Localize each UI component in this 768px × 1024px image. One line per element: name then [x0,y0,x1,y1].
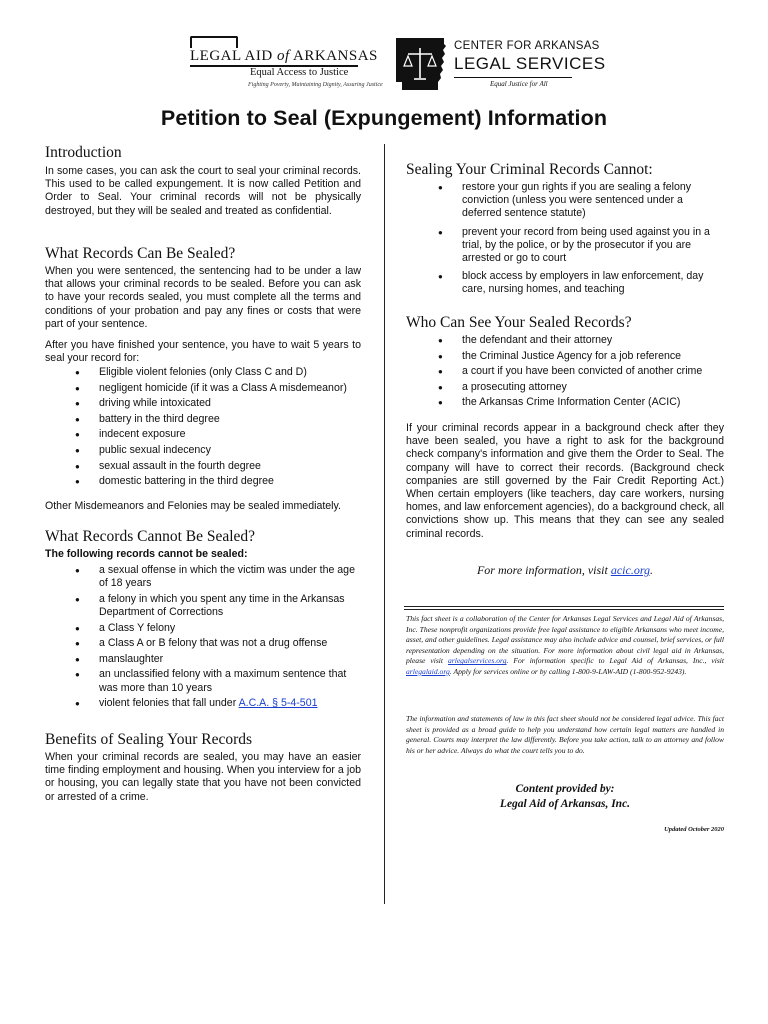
logo-rule [454,77,572,78]
arlegalaid-link[interactable]: arlegalaid.org [406,666,450,676]
cals-logo [394,36,606,96]
arkansas-scales-icon [394,36,448,92]
sealable-after-wait-list [45,366,361,491]
list-item: ● a prosecuting attorney [438,380,567,393]
content-provider-name: Legal Aid of Arkansas, Inc. [499,798,631,810]
list-item: ● the Arkansas Crime Information Center (ACIC) [438,396,681,409]
updated-date: Updated October 2020 [664,826,724,833]
immediate-sealing-text: Other Misdemeanors and Felonies may be sealed immediately. [45,500,341,512]
list-item: ● a Class A or B felony that was not a drug offense [75,637,328,650]
background-check-text: If your criminal records appear in a background check after they have been sealed, you have a right to ask for the background check company's information and give them the Order to Seal. The company will have to correct their records. (Background check companies are still governed by the Fair Credit Reporting Act.) When certain employers (like teachers, day care workers, nursing homes, and law enforcement agencies), do a background check, all convictions show up. This means that they can see any sealed criminal records. [406,422,724,540]
cannot-be-sealed-list [45,564,361,713]
who-can-see-list [406,334,724,412]
list-item: ● prevent your record from being used against you in a trial, by the police, or by the prosecutor if you are arrested or go to court [438,225,710,265]
section-rule [404,609,724,610]
legal-aid-motto: Fighting Poverty, Maintaining Dignity, Assuring Justice [248,82,383,88]
more-info-line: For more information, visit acic.org. [476,563,654,577]
wait-period-text: After you have finished your sentence, you have to wait 5 years to seal your record for: [45,339,361,365]
cannot-be-sealed-heading: What Records Cannot Be Sealed? [45,528,256,545]
arch-icon [190,36,238,48]
page-title: Petition to Seal (Expungement) Information [160,106,608,130]
list-item: ● the Criminal Justice Agency for a job reference [438,349,682,362]
list-item: ● a felony in which you spent any time in the Arkansas Department of Corrections [75,592,345,618]
list-item: ● the defendant and their attorney [438,334,613,346]
benefits-heading: Benefits of Sealing Your Records [45,731,253,748]
benefits-text: When your criminal records are sealed, you may have an easier time finding employment and housing. When you interview for a job or housing, you can legally state that you have not been convicted or arrested of a crime. [45,751,361,803]
sealing-cannot-heading: Sealing Your Criminal Records Cannot: [406,161,653,178]
list-item: ● restore your gun rights if you are sealing a felony conviction (unless you were sentenced under a deferred sentence statute) [438,181,692,220]
aca-statute-link[interactable]: A.C.A. § 5-4-501 [238,697,318,710]
introduction-heading: Introduction [45,144,122,161]
list-item: ● battery in the third degree [75,412,220,425]
legal-aid-tagline: Equal Access to Justice [250,67,349,78]
list-item: ● Eligible violent felonies (only Class C and D) [75,366,307,378]
list-item: ● domestic battering in the third degree [75,475,274,488]
cals-name-line2: LEGAL SERVICES [454,54,606,73]
list-item: ● a court if you have been convicted of another crime [438,365,703,378]
sealing-cannot-list [406,181,724,299]
list-item: ● negligent homicide (if it was a Class A misdemeanor) [75,381,347,394]
list-item: ● indecent exposure [75,428,186,441]
content-provided-label: Content provided by: [515,783,615,795]
list-item: ● block access by employers in law enforcement, day care, nursing homes, and teaching [438,270,704,296]
list-item: ● public sexual indecency [75,443,211,456]
list-item: ● manslaughter [75,652,164,665]
arlegalservices-link[interactable]: arlegalservices.org [447,656,507,666]
legal-aid-name: LEGAL AID of ARKANSAS [190,48,378,64]
list-item: ● violent felonies that fall under A.C.A. § 5-4-501 [75,697,318,710]
list-item: ● a Class Y felony [75,621,176,634]
legal-aid-logo [190,36,383,92]
introduction-text: In some cases, you can ask the court to seal your criminal records. This used to be called expungement. It is now called Petition and Order to Seal. Your criminal records will not be physically destroyed, but they will be sealed and treated as confidential. [45,165,361,217]
list-item: ● sexual assault in the fourth degree [75,459,261,472]
section-rule [404,606,724,607]
list-item: ● driving while intoxicated [75,397,211,410]
list-item: ● a sexual offense in which the victim was under the age of 18 years [75,564,355,590]
cals-tagline: Equal Justice for All [490,80,548,88]
acic-link[interactable]: acic.org [610,563,651,577]
fact-sheet-collaboration-text: This fact sheet is a collaboration of the Center for Arkansas Legal Services and Legal Aid of Arkansas, Inc. These nonprofit organizations provide free legal assistance to eligible Arkansans who meet income, asset, and other guidelines. Legal assistance may also include advice and counsel, brief services, or full representation depending on the situation. For more information about civil legal aid in Arkansas, please visit arlegalservices.org. For information specific to Legal Aid of Arkansas, Inc., visit arlegalaid.org. Apply for services online or by calling 1-800-9-LAW-AID (1-800-952-9243). [406,614,724,676]
cals-name-line1: CENTER FOR ARKANSAS [454,40,600,52]
disclaimer-text: The information and statements of law in this fact sheet should not be considered legal advice. This fact sheet is provided as a broad guide to help you understand how certain legal matters are handled in general. Courts may interpret the law differently. Before you take action, talk to an attorney and follow his or her advice. Always do what the court tells you to do. [406,714,724,755]
list-item: ● an unclassified felony with a maximum sentence that was more than 10 years [75,668,347,694]
who-can-see-heading: Who Can See Your Sealed Records? [406,314,632,331]
can-be-sealed-heading: What Records Can Be Sealed? [45,245,236,262]
column-divider [384,144,385,904]
can-be-sealed-text: When you were sentenced, the sentencing had to be under a law that allows your criminal records to be sealed. Before you can ask to have your records sealed, you must complete all the terms and conditions of your probation and pay any fines or costs that were part of your sentence. [45,265,361,330]
cannot-be-sealed-intro: The following records cannot be sealed: [45,548,248,560]
